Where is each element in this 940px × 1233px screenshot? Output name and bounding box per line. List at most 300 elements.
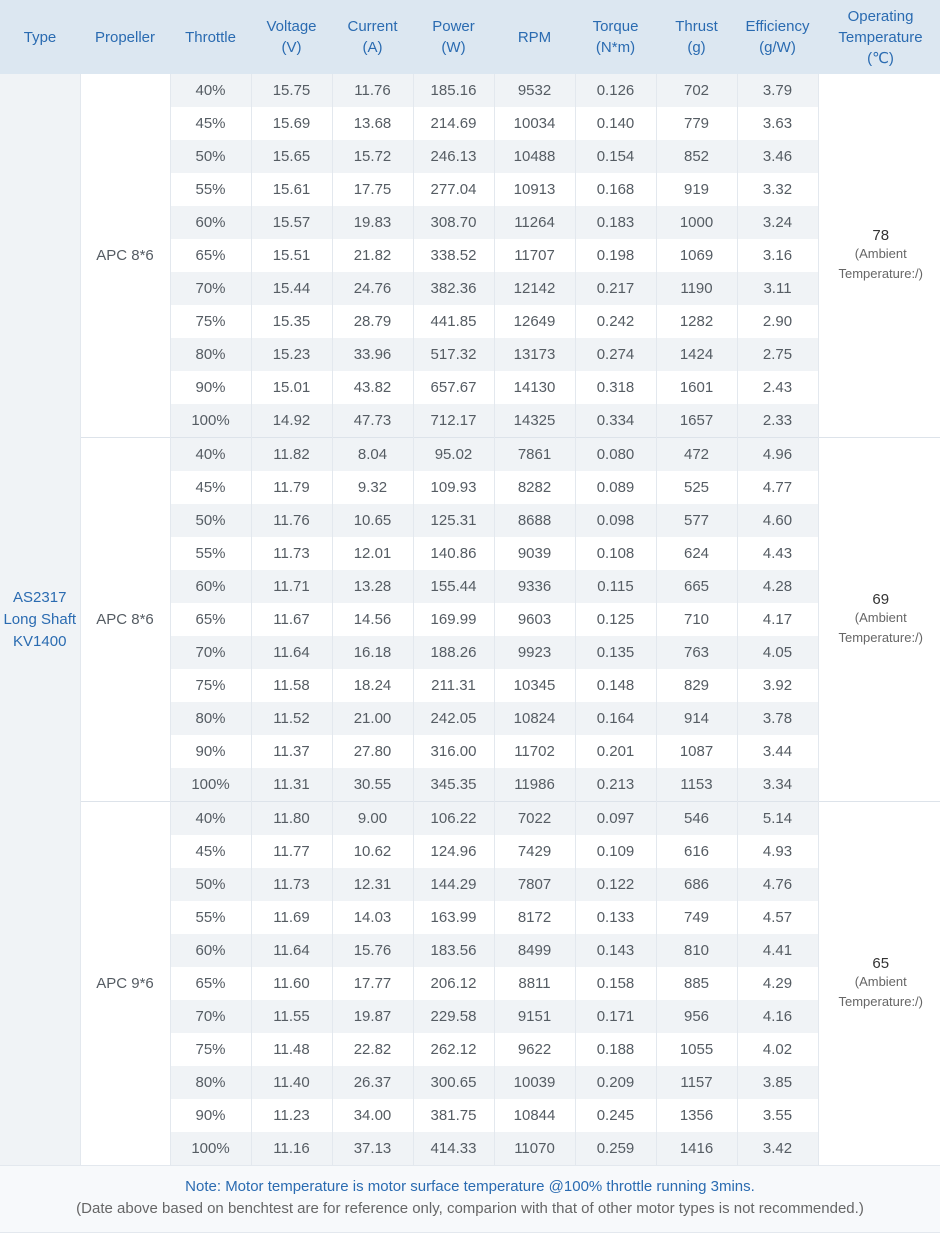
data-cell: 19.83	[332, 206, 413, 239]
data-cell: 50%	[170, 140, 251, 173]
data-cell: 12142	[494, 272, 575, 305]
table-row	[0, 802, 940, 836]
data-cell: 17.75	[332, 173, 413, 206]
column-header	[494, 0, 575, 74]
data-cell: 0.334	[575, 404, 656, 438]
header-row	[0, 0, 940, 74]
data-cell: 11.69	[251, 901, 332, 934]
data-cell: 14.03	[332, 901, 413, 934]
data-cell: 1157	[656, 1066, 737, 1099]
data-cell: 919	[656, 173, 737, 206]
data-cell: 60%	[170, 570, 251, 603]
data-cell: 9.00	[332, 802, 413, 836]
column-header-line: (℃)	[820, 48, 940, 69]
data-cell: 4.60	[737, 504, 818, 537]
footnote-line-1: Note: Motor temperature is motor surface temperature @100% throttle running 3mins.	[0, 1176, 940, 1198]
data-cell: 0.168	[575, 173, 656, 206]
data-cell: 10488	[494, 140, 575, 173]
data-cell: 55%	[170, 901, 251, 934]
data-cell: 0.135	[575, 636, 656, 669]
data-cell: 0.158	[575, 967, 656, 1000]
data-cell: 109.93	[413, 471, 494, 504]
data-cell: 14130	[494, 371, 575, 404]
column-header	[332, 0, 413, 74]
data-cell: 308.70	[413, 206, 494, 239]
data-cell: 80%	[170, 1066, 251, 1099]
data-cell: 140.86	[413, 537, 494, 570]
operating-temperature-cell	[818, 438, 940, 802]
data-cell: 9.32	[332, 471, 413, 504]
propeller-cell: APC 9*6	[80, 802, 170, 1166]
propeller-cell: APC 8*6	[80, 438, 170, 802]
data-cell: 0.108	[575, 537, 656, 570]
data-cell: 27.80	[332, 735, 413, 768]
data-cell: 24.76	[332, 272, 413, 305]
operating-temperature-cell	[818, 74, 940, 438]
temperature-value: 69	[819, 591, 940, 608]
data-cell: 657.67	[413, 371, 494, 404]
data-cell: 4.93	[737, 835, 818, 868]
data-cell: 60%	[170, 206, 251, 239]
data-cell: 4.28	[737, 570, 818, 603]
table-body	[0, 74, 940, 1165]
data-cell: 5.14	[737, 802, 818, 836]
data-cell: 15.65	[251, 140, 332, 173]
data-cell: 3.32	[737, 173, 818, 206]
data-cell: 55%	[170, 173, 251, 206]
data-cell: 441.85	[413, 305, 494, 338]
data-cell: 16.18	[332, 636, 413, 669]
column-header	[251, 0, 332, 74]
footnote	[0, 1165, 940, 1233]
data-cell: 90%	[170, 735, 251, 768]
data-cell: 0.133	[575, 901, 656, 934]
data-cell: 80%	[170, 702, 251, 735]
data-cell: 70%	[170, 272, 251, 305]
data-cell: 10345	[494, 669, 575, 702]
data-cell: 749	[656, 901, 737, 934]
column-header-line: (A)	[334, 37, 411, 58]
data-cell: 9622	[494, 1033, 575, 1066]
data-cell: 11.67	[251, 603, 332, 636]
data-cell: 11264	[494, 206, 575, 239]
data-cell: 0.126	[575, 74, 656, 107]
data-cell: 3.16	[737, 239, 818, 272]
data-cell: 183.56	[413, 934, 494, 967]
data-cell: 262.12	[413, 1033, 494, 1066]
data-cell: 0.259	[575, 1132, 656, 1165]
data-cell: 8172	[494, 901, 575, 934]
data-cell: 2.75	[737, 338, 818, 371]
column-header-line: Current	[334, 16, 411, 37]
data-cell: 10.62	[332, 835, 413, 868]
data-cell: 11.64	[251, 934, 332, 967]
temperature-note: Temperature:/)	[819, 992, 940, 1012]
data-cell: 229.58	[413, 1000, 494, 1033]
data-cell: 1356	[656, 1099, 737, 1132]
data-cell: 50%	[170, 868, 251, 901]
data-cell: 246.13	[413, 140, 494, 173]
data-cell: 95.02	[413, 438, 494, 472]
data-cell: 0.122	[575, 868, 656, 901]
data-cell: 624	[656, 537, 737, 570]
data-cell: 525	[656, 471, 737, 504]
column-header-line: Type	[2, 27, 78, 48]
data-cell: 10824	[494, 702, 575, 735]
data-cell: 8688	[494, 504, 575, 537]
data-cell: 15.51	[251, 239, 332, 272]
propeller-cell: APC 8*6	[80, 74, 170, 438]
data-cell: 12649	[494, 305, 575, 338]
data-cell: 7429	[494, 835, 575, 868]
data-cell: 10.65	[332, 504, 413, 537]
data-cell: 885	[656, 967, 737, 1000]
data-cell: 0.089	[575, 471, 656, 504]
data-cell: 15.61	[251, 173, 332, 206]
data-cell: 75%	[170, 669, 251, 702]
data-cell: 1069	[656, 239, 737, 272]
column-header-line: (N*m)	[577, 37, 654, 58]
data-cell: 45%	[170, 835, 251, 868]
data-cell: 0.154	[575, 140, 656, 173]
column-header	[413, 0, 494, 74]
data-cell: 0.183	[575, 206, 656, 239]
column-header	[170, 0, 251, 74]
data-cell: 0.188	[575, 1033, 656, 1066]
data-cell: 14325	[494, 404, 575, 438]
data-cell: 33.96	[332, 338, 413, 371]
data-cell: 100%	[170, 1132, 251, 1165]
data-cell: 0.148	[575, 669, 656, 702]
data-cell: 11.60	[251, 967, 332, 1000]
column-header-line: (g/W)	[739, 37, 816, 58]
data-cell: 45%	[170, 107, 251, 140]
data-cell: 517.32	[413, 338, 494, 371]
data-cell: 4.17	[737, 603, 818, 636]
data-cell: 11.80	[251, 802, 332, 836]
column-header-line: (W)	[415, 37, 492, 58]
data-cell: 0.171	[575, 1000, 656, 1033]
data-cell: 30.55	[332, 768, 413, 802]
data-cell: 37.13	[332, 1132, 413, 1165]
data-cell: 11.31	[251, 768, 332, 802]
data-cell: 7022	[494, 802, 575, 836]
data-cell: 11.16	[251, 1132, 332, 1165]
data-cell: 0.140	[575, 107, 656, 140]
data-cell: 616	[656, 835, 737, 868]
data-cell: 4.96	[737, 438, 818, 472]
column-header	[818, 0, 940, 74]
data-cell: 2.33	[737, 404, 818, 438]
data-cell: 10844	[494, 1099, 575, 1132]
data-cell: 65%	[170, 967, 251, 1000]
data-cell: 4.43	[737, 537, 818, 570]
data-cell: 11.52	[251, 702, 332, 735]
data-cell: 15.01	[251, 371, 332, 404]
data-cell: 124.96	[413, 835, 494, 868]
data-cell: 15.76	[332, 934, 413, 967]
data-cell: 577	[656, 504, 737, 537]
temperature-note: (Ambient	[819, 608, 940, 628]
data-cell: 15.57	[251, 206, 332, 239]
data-cell: 106.22	[413, 802, 494, 836]
temperature-note: (Ambient	[819, 244, 940, 264]
data-cell: 9336	[494, 570, 575, 603]
data-cell: 3.44	[737, 735, 818, 768]
temperature-value: 65	[819, 955, 940, 972]
data-cell: 3.78	[737, 702, 818, 735]
data-cell: 300.65	[413, 1066, 494, 1099]
data-cell: 125.31	[413, 504, 494, 537]
data-cell: 19.87	[332, 1000, 413, 1033]
data-cell: 11.73	[251, 868, 332, 901]
data-cell: 0.125	[575, 603, 656, 636]
data-cell: 1000	[656, 206, 737, 239]
data-cell: 11.55	[251, 1000, 332, 1033]
data-cell: 10039	[494, 1066, 575, 1099]
data-cell: 15.69	[251, 107, 332, 140]
data-cell: 3.85	[737, 1066, 818, 1099]
data-cell: 34.00	[332, 1099, 413, 1132]
data-cell: 3.42	[737, 1132, 818, 1165]
data-cell: 8.04	[332, 438, 413, 472]
data-cell: 1416	[656, 1132, 737, 1165]
data-cell: 4.57	[737, 901, 818, 934]
data-cell: 188.26	[413, 636, 494, 669]
data-cell: 0.115	[575, 570, 656, 603]
temperature-note: Temperature:/)	[819, 628, 940, 648]
motor-type-line: KV1400	[0, 631, 80, 653]
data-cell: 12.01	[332, 537, 413, 570]
data-cell: 1055	[656, 1033, 737, 1066]
data-cell: 3.46	[737, 140, 818, 173]
data-cell: 15.44	[251, 272, 332, 305]
data-cell: 2.90	[737, 305, 818, 338]
column-header-line: RPM	[496, 27, 573, 48]
data-cell: 11.71	[251, 570, 332, 603]
data-cell: 382.36	[413, 272, 494, 305]
table-row	[0, 438, 940, 472]
data-cell: 9039	[494, 537, 575, 570]
data-cell: 11.23	[251, 1099, 332, 1132]
data-cell: 11.76	[251, 504, 332, 537]
data-cell: 3.79	[737, 74, 818, 107]
data-cell: 22.82	[332, 1033, 413, 1066]
data-cell: 1087	[656, 735, 737, 768]
data-cell: 0.164	[575, 702, 656, 735]
data-cell: 21.00	[332, 702, 413, 735]
data-cell: 9603	[494, 603, 575, 636]
column-header-line: Propeller	[82, 27, 168, 48]
column-header-line: Throttle	[172, 27, 249, 48]
data-cell: 9923	[494, 636, 575, 669]
motor-type-cell	[0, 74, 80, 1165]
data-cell: 0.274	[575, 338, 656, 371]
footnote-line-2: (Date above based on benchtest are for reference only, comparion with that of other motor types is not recommended.)	[0, 1198, 940, 1220]
data-cell: 4.76	[737, 868, 818, 901]
data-cell: 11.40	[251, 1066, 332, 1099]
data-cell: 11986	[494, 768, 575, 802]
data-cell: 185.16	[413, 74, 494, 107]
data-cell: 242.05	[413, 702, 494, 735]
data-cell: 214.69	[413, 107, 494, 140]
data-cell: 1282	[656, 305, 737, 338]
column-header-line: Voltage	[253, 16, 330, 37]
data-cell: 4.02	[737, 1033, 818, 1066]
data-cell: 12.31	[332, 868, 413, 901]
data-cell: 1601	[656, 371, 737, 404]
data-cell: 28.79	[332, 305, 413, 338]
data-cell: 0.143	[575, 934, 656, 967]
column-header-line: Power	[415, 16, 492, 37]
column-header-line: Torque	[577, 16, 654, 37]
data-cell: 11707	[494, 239, 575, 272]
data-cell: 277.04	[413, 173, 494, 206]
data-cell: 155.44	[413, 570, 494, 603]
data-cell: 4.29	[737, 967, 818, 1000]
data-cell: 829	[656, 669, 737, 702]
data-cell: 0.242	[575, 305, 656, 338]
data-cell: 90%	[170, 1099, 251, 1132]
data-cell: 3.11	[737, 272, 818, 305]
column-header	[80, 0, 170, 74]
data-cell: 546	[656, 802, 737, 836]
data-cell: 75%	[170, 1033, 251, 1066]
data-cell: 13.28	[332, 570, 413, 603]
operating-temperature-cell	[818, 802, 940, 1166]
data-cell: 11.73	[251, 537, 332, 570]
data-cell: 1657	[656, 404, 737, 438]
data-cell: 13173	[494, 338, 575, 371]
data-cell: 9151	[494, 1000, 575, 1033]
data-cell: 702	[656, 74, 737, 107]
column-header	[737, 0, 818, 74]
column-header-line: (g)	[658, 37, 735, 58]
column-header-line: Thrust	[658, 16, 735, 37]
data-cell: 4.77	[737, 471, 818, 504]
data-cell: 11.79	[251, 471, 332, 504]
motor-type-line: AS2317	[0, 587, 80, 609]
data-cell: 0.098	[575, 504, 656, 537]
data-cell: 381.75	[413, 1099, 494, 1132]
data-cell: 316.00	[413, 735, 494, 768]
data-cell: 7861	[494, 438, 575, 472]
data-cell: 1153	[656, 768, 737, 802]
data-cell: 14.56	[332, 603, 413, 636]
temperature-note: Temperature:/)	[819, 264, 940, 284]
data-cell: 686	[656, 868, 737, 901]
data-cell: 710	[656, 603, 737, 636]
data-cell: 914	[656, 702, 737, 735]
data-cell: 40%	[170, 802, 251, 836]
data-cell: 11.76	[332, 74, 413, 107]
data-cell: 11.82	[251, 438, 332, 472]
data-cell: 21.82	[332, 239, 413, 272]
data-cell: 472	[656, 438, 737, 472]
data-cell: 43.82	[332, 371, 413, 404]
data-cell: 10034	[494, 107, 575, 140]
data-cell: 11.37	[251, 735, 332, 768]
data-cell: 65%	[170, 603, 251, 636]
data-cell: 338.52	[413, 239, 494, 272]
data-cell: 4.41	[737, 934, 818, 967]
data-cell: 345.35	[413, 768, 494, 802]
data-cell: 11070	[494, 1132, 575, 1165]
data-cell: 55%	[170, 537, 251, 570]
data-cell: 144.29	[413, 868, 494, 901]
motor-type-line: Long Shaft	[0, 609, 80, 631]
table-header	[0, 0, 940, 74]
data-cell: 206.12	[413, 967, 494, 1000]
data-cell: 7807	[494, 868, 575, 901]
data-cell: 13.68	[332, 107, 413, 140]
data-cell: 0.109	[575, 835, 656, 868]
data-cell: 0.213	[575, 768, 656, 802]
data-cell: 14.92	[251, 404, 332, 438]
data-cell: 1424	[656, 338, 737, 371]
data-cell: 1190	[656, 272, 737, 305]
data-cell: 11.48	[251, 1033, 332, 1066]
data-cell: 11.77	[251, 835, 332, 868]
data-cell: 169.99	[413, 603, 494, 636]
data-cell: 70%	[170, 1000, 251, 1033]
data-cell: 2.43	[737, 371, 818, 404]
data-cell: 4.16	[737, 1000, 818, 1033]
data-cell: 15.23	[251, 338, 332, 371]
data-cell: 163.99	[413, 901, 494, 934]
data-cell: 956	[656, 1000, 737, 1033]
data-cell: 0.217	[575, 272, 656, 305]
data-cell: 779	[656, 107, 737, 140]
temperature-value: 78	[819, 227, 940, 244]
data-cell: 75%	[170, 305, 251, 338]
data-cell: 45%	[170, 471, 251, 504]
data-cell: 0.209	[575, 1066, 656, 1099]
data-cell: 3.34	[737, 768, 818, 802]
data-cell: 40%	[170, 438, 251, 472]
data-cell: 65%	[170, 239, 251, 272]
column-header	[656, 0, 737, 74]
data-cell: 763	[656, 636, 737, 669]
data-cell: 50%	[170, 504, 251, 537]
data-cell: 0.245	[575, 1099, 656, 1132]
data-cell: 4.05	[737, 636, 818, 669]
column-header	[575, 0, 656, 74]
data-cell: 15.72	[332, 140, 413, 173]
data-cell: 3.92	[737, 669, 818, 702]
data-cell: 8282	[494, 471, 575, 504]
data-cell: 0.318	[575, 371, 656, 404]
data-cell: 70%	[170, 636, 251, 669]
data-cell: 0.198	[575, 239, 656, 272]
temperature-note: (Ambient	[819, 972, 940, 992]
data-cell: 80%	[170, 338, 251, 371]
data-cell: 665	[656, 570, 737, 603]
data-cell: 100%	[170, 768, 251, 802]
data-cell: 11702	[494, 735, 575, 768]
column-header	[0, 0, 80, 74]
data-cell: 18.24	[332, 669, 413, 702]
data-cell: 9532	[494, 74, 575, 107]
data-cell: 26.37	[332, 1066, 413, 1099]
table-row	[0, 74, 940, 107]
data-cell: 40%	[170, 74, 251, 107]
data-cell: 47.73	[332, 404, 413, 438]
data-cell: 15.75	[251, 74, 332, 107]
column-header-line: (V)	[253, 37, 330, 58]
data-cell: 17.77	[332, 967, 413, 1000]
data-cell: 11.64	[251, 636, 332, 669]
